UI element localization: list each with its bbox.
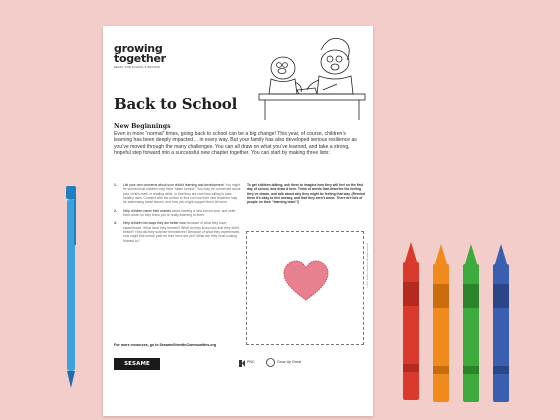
orange-crayon [430,244,452,404]
blue-crayon [490,244,512,404]
pnc-logo: PNC [247,360,255,364]
heart-drawing [282,260,330,302]
characters-at-desk-illustration [253,32,371,122]
worksheet [103,26,373,416]
drawing-prompt: To get children talking, ask them to imagine how they will feel on the first day of school, and draw it here. Think of words that describe the feeling they’ve drawn, and talk about why they might be feeling that way. (Remind them it’s okay to feel uneasy, and that they aren’t alone. There are lots of people on their “learning team”!) [247,183,365,205]
resources-link[interactable]: For more resources, go to SesameStreetInCommunities.org [114,343,217,347]
grow-up-great-logo: Grow Up Great [277,360,302,364]
intro-paragraph: Even in more “normal” times, going back to school can be a big change! This year, of course, children’s learning has been deeply impacted… in every way. But your family has also developed serious resilience as you’ve moved through the many challenges. You can all draw on what you’ve learned, and take a strong, hopeful step forward into a successful new chapter together. You can start by making three lists: [114,131,357,157]
list-item: 1. List your own concerns about your child’s learning and development. You might be worried that children may have “fallen behind.” You may be concerned about your child’s math or reading skills, or that they are now less willing to take healthy risks. Connect with the school to find out how their new teachers may be addressing these issues, and how you might support them at home. [114,183,241,205]
list-item: 3. Help children list ways they are better now because of what they have experienced. What have they learned? What do they know now that they didn’t before? How did they surprise themselves? Because of what they experienced, how might this school year be their best one yet? What are they most looking forward to? [114,221,241,243]
drawing-box[interactable] [246,231,364,345]
page-title: Back to School [114,95,238,113]
list-item: 2. Help children name their worries about starting a new school year, and write them down so they know you’re really listening to them. [114,208,236,218]
copyright-note: © 2021 Sesame Workshop. All rights reserved. [367,242,369,288]
pnc-icon [238,359,246,368]
steps-list [114,183,241,247]
growing-together-logo: growing together READY FOR SCHOOL & BEYOND [114,42,166,69]
section-subtitle: New Beginnings [114,123,171,130]
footer-logos [114,354,364,379]
grow-up-great-icon [266,358,275,367]
red-crayon [400,242,422,402]
green-crayon [460,244,482,404]
sesame-street-logo: SESAME STREET [114,358,160,370]
